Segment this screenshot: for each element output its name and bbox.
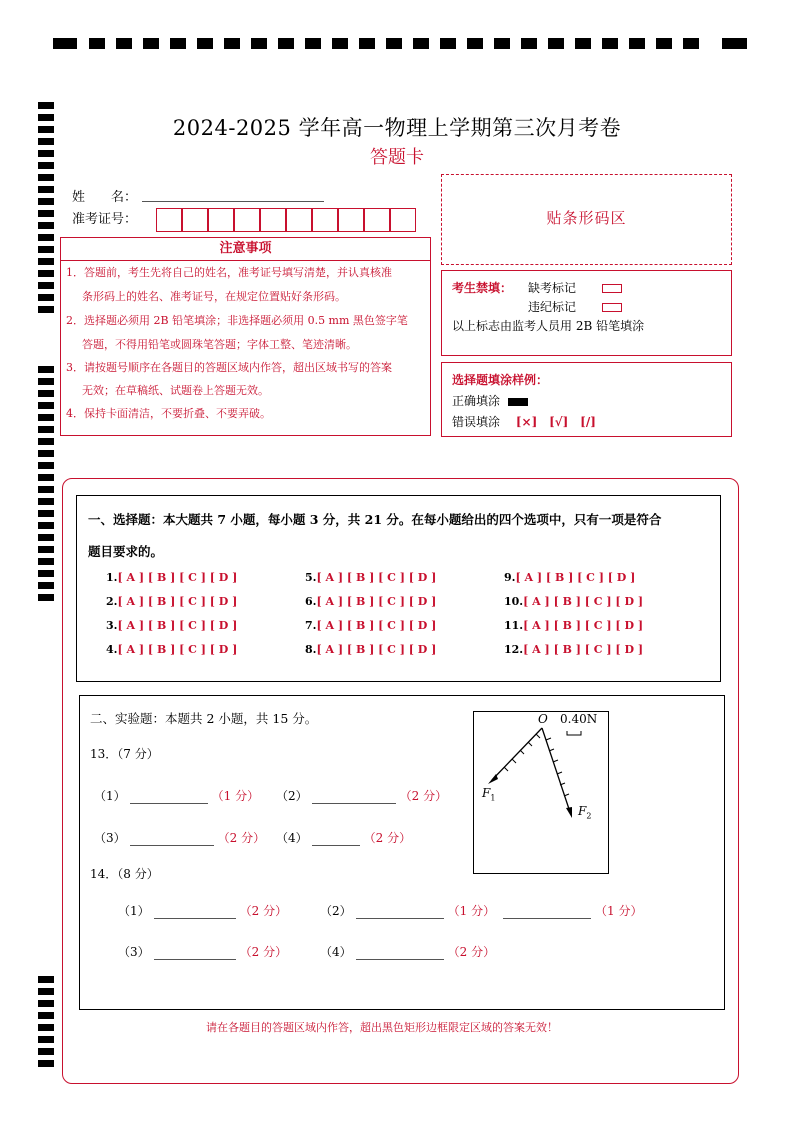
notice-item: 答题，不得用铅笔或圆珠笔答题；字体工整、笔迹清晰。: [82, 338, 357, 351]
mc-question-5[interactable]: 5.[ A ] [ B ] [ C ] [ D ]: [305, 571, 437, 584]
page-subtitle: 答题卡: [370, 147, 424, 168]
notice-title-box: [60, 237, 431, 261]
notice-item: 1．答题前，考生先将自己的姓名，准考证号填写清楚，并认真核准: [66, 266, 392, 279]
q14-part-2: （2） （1 分）: [320, 904, 496, 918]
barcode-label: 贴条形码区: [546, 209, 627, 227]
exam-marks-box: [441, 270, 732, 356]
footer-warning: 请在各题目的答题区域内作答，超出黑色矩形边框限定区域的答案无效！: [206, 1021, 558, 1034]
answer-blank[interactable]: [356, 906, 444, 919]
force-f2-label: $F_2$: [578, 804, 592, 821]
notice-item: 条形码上的姓名、准考证号，在规定位置贴好条形码。: [82, 290, 346, 303]
violation-mark-label: 违纪标记: [528, 300, 577, 314]
force-f1-line: [492, 728, 542, 780]
violation-mark-box[interactable]: [602, 303, 622, 312]
barcode-area: [441, 174, 732, 265]
answer-blank[interactable]: [503, 906, 591, 919]
notice-item: 2．选择题必须用 2B 铅笔填涂；非选择题必须用 0.5 mm 黑色签字笔: [66, 314, 408, 327]
notice-item: 4．保持卡面清洁，不要折叠、不要弄破。: [66, 407, 271, 420]
absent-mark-label: 缺考标记: [528, 281, 577, 295]
force-f2-line: [542, 728, 570, 812]
tick: [553, 760, 558, 762]
q14-label: 14．（8 分）: [90, 867, 159, 881]
origin-label: O: [538, 712, 548, 726]
force-diagram: [473, 711, 609, 874]
answer-blank[interactable]: [154, 906, 236, 919]
wrong-fill-mark: [/]: [580, 415, 596, 429]
mc-question-7[interactable]: 7.[ A ] [ B ] [ C ] [ D ]: [305, 619, 437, 632]
correct-fill-label: 正确填涂: [452, 394, 501, 408]
q14-part-2b: （1 分）: [499, 902, 642, 919]
mc-question-9[interactable]: 9.[ A ] [ B ] [ C ] [ D ]: [504, 571, 636, 584]
q14-part-3: （3） （2 分）: [118, 945, 288, 959]
q13-part-3: （3） （2 分）: [94, 831, 266, 845]
answer-blank[interactable]: [130, 791, 208, 804]
fill-example-box: [441, 362, 732, 437]
scale-bar: [567, 731, 581, 735]
tick: [504, 767, 508, 771]
notice-title: 注意事项: [219, 241, 272, 256]
answer-blank[interactable]: [130, 833, 214, 846]
tick: [536, 734, 540, 738]
answer-blank[interactable]: [312, 833, 360, 846]
page-title: 2024-2025 学年高一物理上学期第三次月考卷: [172, 116, 622, 140]
mc-question-2[interactable]: 2.[ A ] [ B ] [ C ] [ D ]: [106, 595, 238, 608]
section1-heading-cont: 题目要求的。: [88, 544, 164, 559]
mc-question-4[interactable]: 4.[ A ] [ B ] [ C ] [ D ]: [106, 643, 238, 656]
q13-part-1: （1） （1 分）: [94, 789, 260, 803]
force-f1-arrowhead: [488, 774, 498, 784]
tick: [557, 772, 562, 774]
tick: [512, 759, 516, 763]
fill-example-title: 选择题填涂样例：: [452, 373, 549, 387]
q14-part-4: （4） （2 分）: [320, 945, 496, 959]
name-label: 姓 名：: [72, 190, 138, 205]
correct-fill-mark: [508, 398, 528, 406]
mc-question-3[interactable]: 3.[ A ] [ B ] [ C ] [ D ]: [106, 619, 238, 632]
mc-question-10[interactable]: 10.[ A ] [ B ] [ C ] [ D ]: [504, 595, 644, 608]
notice-item: 无效；在草稿纸、试题卷上答题无效。: [82, 384, 269, 397]
answer-blank[interactable]: [312, 791, 396, 804]
tick: [520, 750, 524, 754]
q14-part-1: （1） （2 分）: [118, 904, 288, 918]
mc-question-12[interactable]: 12.[ A ] [ B ] [ C ] [ D ]: [504, 643, 644, 656]
mc-question-1[interactable]: 1.[ A ] [ B ] [ C ] [ D ]: [106, 571, 238, 584]
wrong-fill-label: 错误填涂: [452, 415, 501, 429]
section2-box: [79, 695, 725, 1010]
section1-heading: 一、选择题：本大题共 7 小题，每小题 3 分，共 21 分。在每小题给出的四个选项中，只有一项是符合: [88, 512, 662, 527]
tick: [528, 742, 532, 746]
answer-blank[interactable]: [154, 947, 236, 960]
mc-question-8[interactable]: 8.[ A ] [ B ] [ C ] [ D ]: [305, 643, 437, 656]
tick: [546, 738, 551, 740]
exam-marks-note: 以上标志由监考人员用 2B 铅笔填涂: [452, 319, 645, 333]
exam-marks-label: 考生禁填：: [452, 281, 513, 295]
scale-label: 0.40N: [560, 712, 598, 726]
notice-item: 3．请按题号顺序在各题目的答题区域内作答，超出区域书写的答案: [66, 361, 392, 374]
answer-blank[interactable]: [356, 947, 444, 960]
force-f2-arrowhead: [566, 807, 572, 818]
absent-mark-box[interactable]: [602, 284, 622, 293]
q13-label: 13．（7 分）: [90, 747, 159, 761]
wrong-fill-mark: [×]: [515, 415, 538, 429]
q13-part-2: （2） （2 分）: [276, 789, 448, 803]
id-label: 准考证号：: [72, 212, 138, 227]
force-f1-label: $F_1$: [482, 786, 496, 803]
section2-heading: 二、实验题：本题共 2 小题，共 15 分。: [90, 711, 318, 726]
name-field[interactable]: [142, 201, 324, 202]
q13-part-4: （4） （2 分）: [276, 831, 412, 845]
wrong-fill-mark: [√]: [549, 415, 569, 429]
mc-question-6[interactable]: 6.[ A ] [ B ] [ C ] [ D ]: [305, 595, 437, 608]
mc-question-11[interactable]: 11.[ A ] [ B ] [ C ] [ D ]: [504, 619, 644, 632]
